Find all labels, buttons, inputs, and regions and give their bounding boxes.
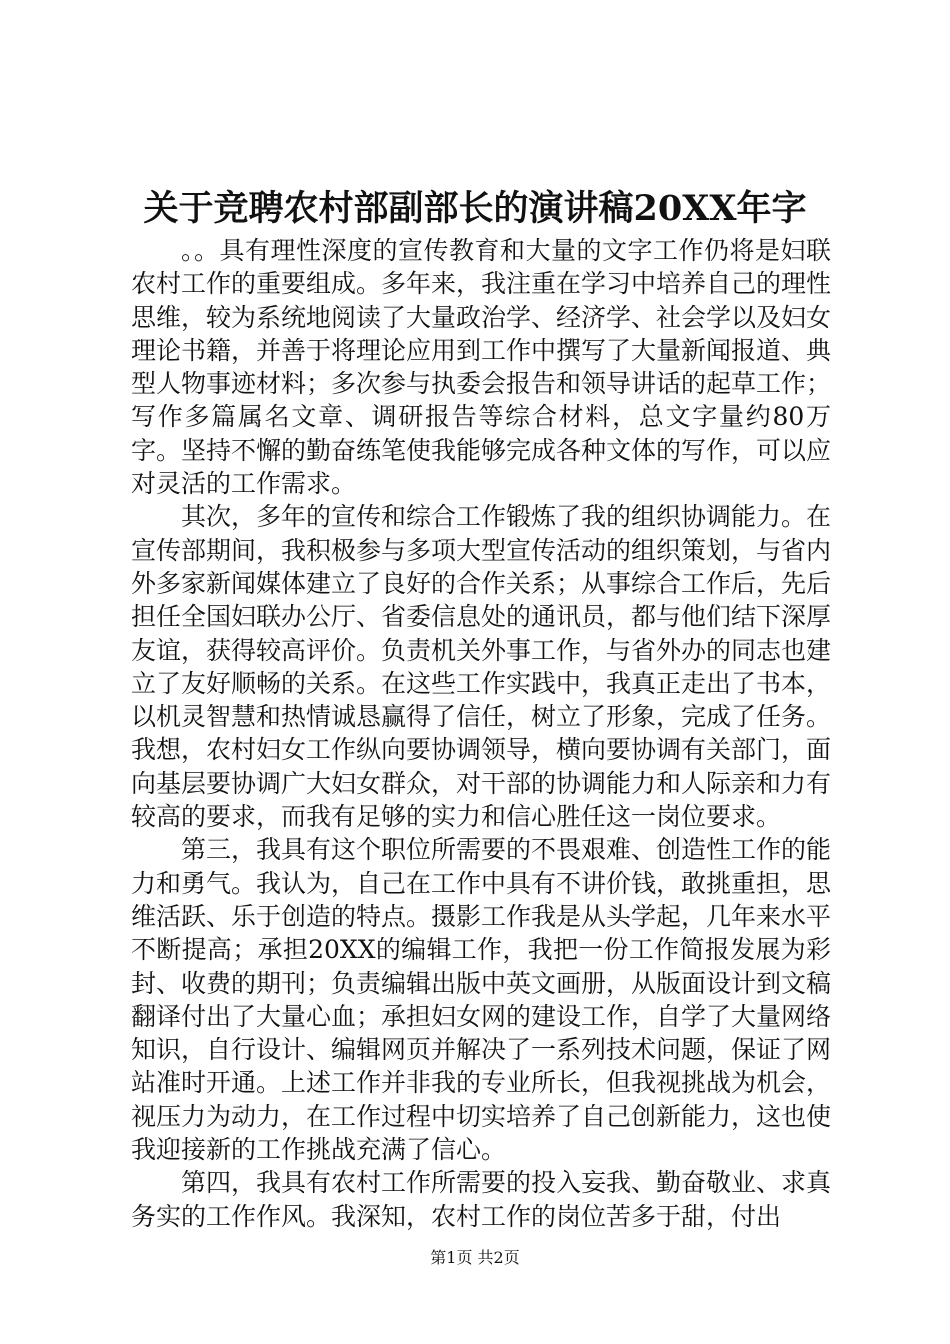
document-body [131, 234, 831, 1233]
paragraph-4: 第四，我具有农村工作所需要的投入妄我、勤奋敬业、求真务实的工作作风。我深知，农村工作的岗位苦多于甜，付出 [131, 1168, 832, 1231]
paragraph-1: 。。具有理性深度的宣传教育和大量的文字工作仍将是妇联农村工作的重要组成。多年来，我注重在学习中培养自己的理性思维，较为系统地阅读了大量政治学、经济学、社会学以及妇女理论书籍，并善于将理论应用到工作中撰写了大量新闻报道、典型人物事迹材料；多次参与执委会报告和领导讲话的起草工作；写作多篇属名文章、调研报告等综合材料，总文字量约80万字。坚持不懈的勤奋练笔使我能够完成各种文体的写作，可以应对灵活的工作需求。 [131, 236, 832, 499]
document-title: 关于竞聘农村部副部长的演讲稿20XX年字 [143, 188, 807, 229]
page-number-footer: 第1页 共2页 [430, 1248, 520, 1267]
paragraph-2: 其次，多年的宣传和综合工作锻炼了我的组织协调能力。在宣传部期间，我积极参与多项大型宣传活动的组织策划，与省内外多家新闻媒体建立了良好的合作关系；从事综合工作后，先后担任全国妇联办公厅、省委信息处的通讯员，都与他们结下深厚友谊，获得较高评价。负责机关外事工作，与省外办的同志也建立了友好顺畅的关系。在这些工作实践中，我真正走出了书本，以机灵智慧和热情诚恳赢得了信任，树立了形象，完成了任务。我想，农村妇女工作纵向要协调领导，横向要协调有关部门，面向基层要协调广大妇女群众，对干部的协调能力和人际亲和力有较高的要求，而我有足够的实力和信心胜任这一岗位要求。 [131, 502, 832, 832]
paragraph-3: 第三，我具有这个职位所需要的不畏艰难、创造性工作的能力和勇气。我认为，自己在工作中具有不讲价钱，敢挑重担，思维活跃、乐于创造的特点。摄影工作我是从头学起，几年来水平不断提高；承担20XX的编辑工作，我把一份工作简报发展为彩封、收费的期刊；负责编辑出版中英文画册，从版面设计到文稿翻译付出了大量心血；承担妇女网的建设工作，自学了大量网络知识，自行设计、编辑网页并解决了一系列技术问题，保证了网站准时开通。上述工作并非我的专业所长，但我视挑战为机会，视压力为动力，在工作过程中切实培养了自己创新能力，这也使我迎接新的工作挑战充满了信心。 [131, 835, 832, 1165]
